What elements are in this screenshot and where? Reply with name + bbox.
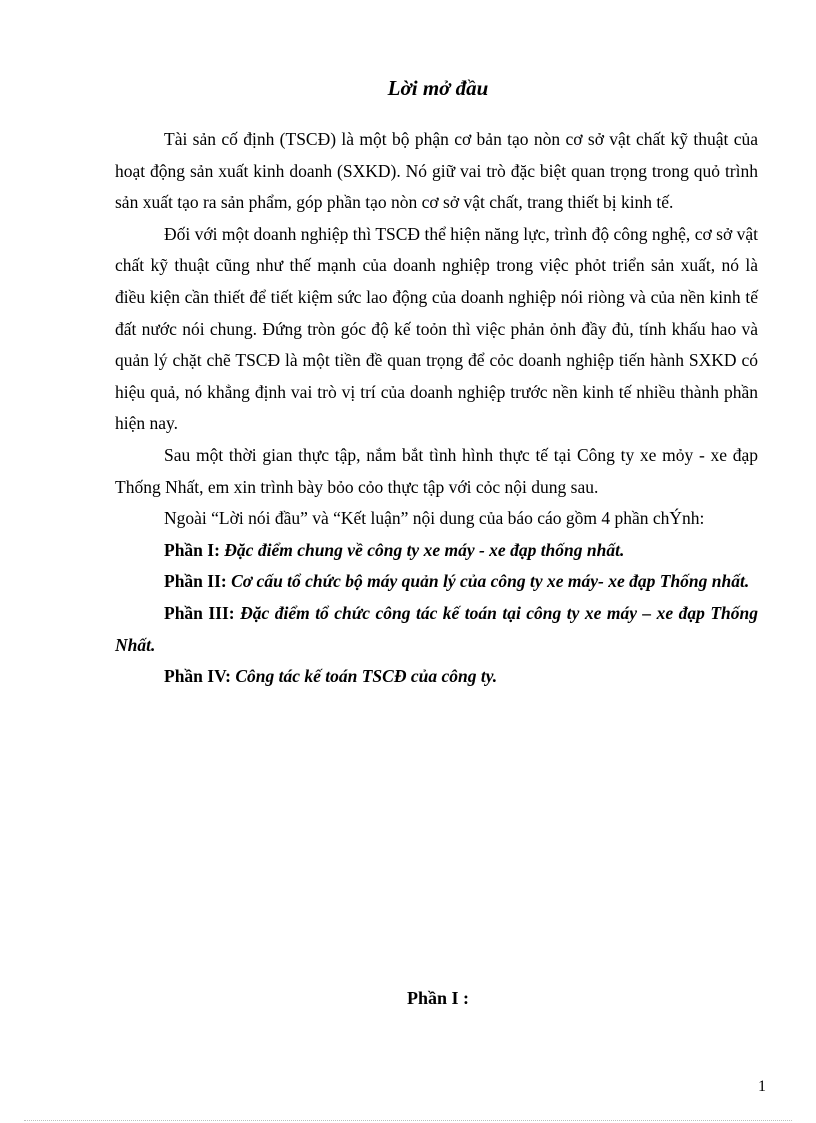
paragraph: Tài sản cố định (TSCĐ) là một bộ phận cơ bản tạo nòn cơ sở vật chất kỹ thuật của hoạt động sản xuất kinh doanh (SXKD). Nó giữ vai trò đặc biệt quan trọng trong quỏ trình sản xuất tạo ra sản phẩm, góp phần tạo nòn cơ sở vật chất, trang thiết bị kinh tế. [115, 129, 758, 213]
section-item [115, 661, 758, 693]
section-item [115, 598, 758, 661]
page-number: 1 [758, 1078, 766, 1095]
section-description: Đặc điểm chung về công ty xe máy - xe đạp thống nhất. [224, 539, 625, 560]
paragraph: Sau một thời gian thực tập, nắm bắt tình hình thực tế tại Công ty xe mỏy - xe đạp Thống Nhất, em xin trình bày bỏo cỏo thực tập với cỏc nội dung sau. [115, 444, 758, 497]
section-label: Phần IV: [164, 666, 231, 687]
section-description: Đặc điểm tổ chức công tác kế toán tại công ty xe máy – xe đạp Thống Nhất. [115, 602, 758, 655]
page-bottom-divider [24, 1120, 792, 1121]
paragraph: Đối với một doanh nghiệp thì TSCĐ thể hiện năng lực, trình độ công nghệ, cơ sở vật chất kỹ thuật cũng như thế mạnh của doanh nghiệp trong việc phỏt triển sản xuất, nó là điều kiện cần thiết để tiết kiệm sức lao động của doanh nghiệp nói riòng và của nền kinh tế đất nước nói chung. Đứng tròn góc độ kế toỏn thì việc phản ỏnh đầy đủ, tính khấu hao và quản lý chặt chẽ TSCĐ là một tiền đề quan trọng để cỏc doanh nghiệp tiến hành SXKD có hiệu quả, nó khẳng định vai trò vị trí của doanh nghiệp trước nền kinh tế nhiều thành phần hiện nay. [115, 223, 758, 434]
section-item [115, 535, 758, 567]
section-label: Phần III: [164, 602, 235, 623]
section-item [115, 566, 758, 598]
part-heading: Phần I : [406, 988, 469, 1008]
section-description: Công tác kế toán TSCĐ của công ty. [235, 666, 498, 687]
paragraph: Ngoài “Lời nói đầu” và “Kết luận” nội dung của báo cáo gồm 4 phần chÝnh: [164, 508, 705, 529]
section-label: Phần II: [164, 571, 227, 592]
page-title: Lời mở đầu [387, 76, 489, 100]
section-description: Cơ cấu tổ chức bộ máy quản lý của công ty xe máy- xe đạp Thống nhất. [231, 571, 750, 592]
section-label: Phần I: [164, 539, 220, 560]
document-body [115, 124, 758, 693]
